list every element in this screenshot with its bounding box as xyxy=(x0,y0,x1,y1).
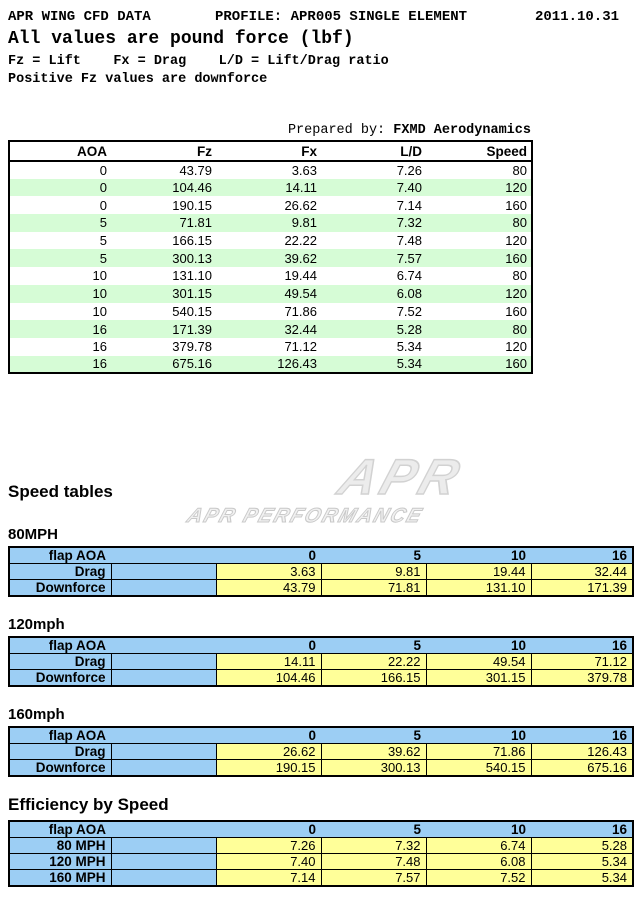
col-header-ld: L/D xyxy=(321,141,426,161)
downforce-label: Downforce xyxy=(9,760,111,777)
cell-speed: 120 xyxy=(505,233,527,249)
downforce-row xyxy=(9,760,633,777)
prepared-by-line xyxy=(8,123,531,138)
drag-value: 9.81 xyxy=(321,564,426,580)
flap-aoa-header-row xyxy=(9,547,633,564)
cell-speed: 80 xyxy=(512,162,527,178)
cell-fz: 131.10 xyxy=(172,268,212,284)
cell-aoa: 10 xyxy=(92,268,107,284)
cell-speed: 160 xyxy=(426,356,532,374)
spacer-cell xyxy=(111,670,216,687)
downforce-value: 104.46 xyxy=(216,670,321,687)
prepared-by-label: Prepared by: xyxy=(287,123,394,138)
drag-value: 3.63 xyxy=(216,564,321,580)
flap-aoa-header-row xyxy=(9,637,633,654)
aoa-col-16: 16 xyxy=(531,637,633,654)
main-table-header-row xyxy=(9,141,532,161)
drag-label: Drag xyxy=(9,564,111,580)
drag-value: 49.54 xyxy=(426,654,531,670)
spacer-cell xyxy=(111,654,216,670)
cell-ld: 7.32 xyxy=(321,214,426,232)
spacer-cell xyxy=(111,637,216,654)
report-header-line xyxy=(8,9,632,27)
cell-fx: 19.44 xyxy=(284,268,317,284)
cell-ld: 6.08 xyxy=(321,285,426,303)
efficiency-table xyxy=(8,820,634,887)
aoa-col-5: 5 xyxy=(321,727,426,744)
cell-ld: 7.57 xyxy=(321,249,426,267)
speed-table-80mph xyxy=(8,546,634,597)
downforce-value: 43.79 xyxy=(216,580,321,597)
table-row xyxy=(9,285,532,303)
efficiency-value: 5.28 xyxy=(531,838,633,854)
efficiency-value: 6.08 xyxy=(426,854,531,870)
cell-speed: 120 xyxy=(426,179,532,197)
speed-label: 160 MPH xyxy=(9,870,111,887)
aoa-col-0: 0 xyxy=(216,727,321,744)
table-row xyxy=(9,356,532,374)
cell-aoa: 16 xyxy=(9,356,111,374)
cell-fz: 71.81 xyxy=(111,214,216,232)
efficiency-value: 7.32 xyxy=(321,838,426,854)
cell-speed: 120 xyxy=(426,285,532,303)
drag-value: 71.86 xyxy=(426,744,531,760)
efficiency-value: 7.48 xyxy=(321,854,426,870)
speed-label: 120 MPH xyxy=(9,854,111,870)
flap-aoa-label: flap AOA xyxy=(9,821,111,838)
speed-table-120mph xyxy=(8,636,634,687)
flap-aoa-label: flap AOA xyxy=(9,547,111,564)
downforce-value: 171.39 xyxy=(531,580,633,597)
aoa-col-0: 0 xyxy=(216,821,321,838)
spacer-cell xyxy=(111,727,216,744)
cell-fx: 22.22 xyxy=(284,233,317,249)
col-header-aoa: AOA xyxy=(9,141,111,161)
efficiency-value: 7.26 xyxy=(216,838,321,854)
heading-120mph: 120mph xyxy=(8,616,65,634)
spacer-cell xyxy=(111,854,216,870)
heading-160mph: 160mph xyxy=(8,706,65,724)
cell-fz: 540.15 xyxy=(172,303,212,319)
downforce-label: Downforce xyxy=(9,670,111,687)
cell-fz: 675.16 xyxy=(111,356,216,374)
table-row xyxy=(9,267,532,285)
cell-fz: 301.15 xyxy=(111,285,216,303)
cell-fz: 104.46 xyxy=(111,179,216,197)
efficiency-value: 5.34 xyxy=(531,870,633,887)
col-header-fz: Fz xyxy=(111,141,216,161)
flap-aoa-header-row xyxy=(9,821,633,838)
table-row xyxy=(9,196,532,214)
downforce-value: 190.15 xyxy=(216,760,321,777)
efficiency-value: 7.57 xyxy=(321,870,426,887)
cell-fx: 3.63 xyxy=(291,162,317,178)
cell-fx: 49.54 xyxy=(216,285,321,303)
downforce-note: Positive Fz values are downforce xyxy=(8,72,268,87)
drag-value: 126.43 xyxy=(531,744,633,760)
units-subtitle: All values are pound force (lbf) xyxy=(8,29,354,49)
aoa-col-5: 5 xyxy=(321,547,426,564)
cell-speed: 120 xyxy=(505,339,527,355)
drag-value: 22.22 xyxy=(321,654,426,670)
cell-ld: 5.34 xyxy=(321,356,426,374)
speed-tables-heading: Speed tables xyxy=(8,482,113,502)
aoa-col-16: 16 xyxy=(531,547,633,564)
cell-fz: 166.15 xyxy=(172,233,212,249)
drag-value: 32.44 xyxy=(531,564,633,580)
drag-value: 19.44 xyxy=(426,564,531,580)
downforce-value: 71.81 xyxy=(321,580,426,597)
flap-aoa-header-row xyxy=(9,727,633,744)
efficiency-value: 7.52 xyxy=(426,870,531,887)
speed-table-160mph xyxy=(8,726,634,777)
aoa-col-5: 5 xyxy=(321,821,426,838)
cell-speed: 160 xyxy=(426,249,532,267)
apr-logo-glyph: APR xyxy=(332,449,472,505)
cell-aoa: 5 xyxy=(99,233,107,249)
cell-ld: 7.26 xyxy=(396,162,422,178)
cell-speed: 160 xyxy=(505,197,527,213)
table-row xyxy=(9,179,532,197)
aoa-col-10: 10 xyxy=(426,547,531,564)
cell-speed: 80 xyxy=(426,320,532,338)
cell-fz: 190.15 xyxy=(172,197,212,213)
aoa-col-16: 16 xyxy=(531,727,633,744)
cell-fx: 39.62 xyxy=(216,249,321,267)
table-row xyxy=(9,303,532,321)
efficiency-heading: Efficiency by Speed xyxy=(8,795,169,815)
cell-speed: 160 xyxy=(505,303,527,319)
efficiency-row-80mph xyxy=(9,838,633,854)
spacer-cell xyxy=(111,870,216,887)
spacer-cell xyxy=(111,760,216,777)
efficiency-value: 6.74 xyxy=(426,838,531,854)
cell-aoa: 0 xyxy=(99,197,107,213)
aoa-col-10: 10 xyxy=(426,821,531,838)
drag-label: Drag xyxy=(9,654,111,670)
cell-aoa: 16 xyxy=(92,339,107,355)
flap-aoa-label: flap AOA xyxy=(9,727,111,744)
spacer-cell xyxy=(111,744,216,760)
col-header-fx: Fx xyxy=(216,141,321,161)
prepared-by-value: FXMD Aerodynamics xyxy=(393,123,531,138)
cell-fz: 379.78 xyxy=(172,339,212,355)
drag-value: 39.62 xyxy=(321,744,426,760)
cell-aoa: 5 xyxy=(9,249,111,267)
main-cfd-table xyxy=(8,140,533,374)
table-row xyxy=(9,214,532,232)
aoa-col-10: 10 xyxy=(426,727,531,744)
cell-fx: 71.12 xyxy=(284,339,317,355)
table-row xyxy=(9,338,532,356)
cell-aoa: 16 xyxy=(9,320,111,338)
cell-fz: 43.79 xyxy=(179,162,212,178)
spacer-cell xyxy=(111,821,216,838)
drag-row xyxy=(9,564,633,580)
downforce-value: 675.16 xyxy=(531,760,633,777)
table-row xyxy=(9,232,532,250)
aoa-col-10: 10 xyxy=(426,637,531,654)
drag-value: 26.62 xyxy=(216,744,321,760)
apr-performance-wordmark: APR PERFORMANCE xyxy=(184,505,427,527)
report-date: 2011.10.31 xyxy=(535,9,620,25)
efficiency-value: 5.34 xyxy=(531,854,633,870)
flap-aoa-label: flap AOA xyxy=(9,637,111,654)
efficiency-value: 7.40 xyxy=(216,854,321,870)
drag-row xyxy=(9,744,633,760)
downforce-value: 300.13 xyxy=(321,760,426,777)
drag-row xyxy=(9,654,633,670)
aoa-col-0: 0 xyxy=(216,637,321,654)
profile-label: PROFILE: APR005 SINGLE ELEMENT xyxy=(215,9,468,25)
downforce-value: 301.15 xyxy=(426,670,531,687)
table-row xyxy=(9,320,532,338)
spacer-cell xyxy=(111,547,216,564)
efficiency-row-120mph xyxy=(9,854,633,870)
cell-ld: 5.28 xyxy=(321,320,426,338)
cell-ld: 7.40 xyxy=(321,179,426,197)
efficiency-value: 7.14 xyxy=(216,870,321,887)
aoa-col-0: 0 xyxy=(216,547,321,564)
cell-aoa: 0 xyxy=(9,179,111,197)
downforce-value: 166.15 xyxy=(321,670,426,687)
aoa-col-5: 5 xyxy=(321,637,426,654)
cell-ld: 6.74 xyxy=(396,268,422,284)
efficiency-row-160mph xyxy=(9,870,633,887)
cell-aoa: 5 xyxy=(9,214,111,232)
cell-fx: 14.11 xyxy=(216,179,321,197)
downforce-row xyxy=(9,580,633,597)
spacer-cell xyxy=(111,564,216,580)
table-row xyxy=(9,161,532,179)
speed-label: 80 MPH xyxy=(9,838,111,854)
aoa-col-16: 16 xyxy=(531,821,633,838)
cell-speed: 80 xyxy=(426,214,532,232)
drag-value: 14.11 xyxy=(216,654,321,670)
cell-aoa: 10 xyxy=(9,285,111,303)
downforce-value: 131.10 xyxy=(426,580,531,597)
cell-fx: 71.86 xyxy=(284,303,317,319)
cell-speed: 80 xyxy=(512,268,527,284)
cell-ld: 7.14 xyxy=(396,197,422,213)
col-header-speed: Speed xyxy=(426,141,532,161)
cell-ld: 7.48 xyxy=(396,233,422,249)
downforce-value: 540.15 xyxy=(426,760,531,777)
spacer-cell xyxy=(111,838,216,854)
cell-aoa: 10 xyxy=(92,303,107,319)
report-title: APR WING CFD DATA xyxy=(8,9,151,25)
table-row xyxy=(9,249,532,267)
drag-label: Drag xyxy=(9,744,111,760)
cell-ld: 5.34 xyxy=(396,339,422,355)
downforce-row xyxy=(9,670,633,687)
downforce-value: 379.78 xyxy=(531,670,633,687)
cell-aoa: 0 xyxy=(99,162,107,178)
downforce-label: Downforce xyxy=(9,580,111,597)
heading-80mph: 80MPH xyxy=(8,526,59,544)
cell-fx: 32.44 xyxy=(216,320,321,338)
cell-fz: 300.13 xyxy=(111,249,216,267)
spacer-cell xyxy=(111,580,216,597)
cell-fx: 9.81 xyxy=(216,214,321,232)
symbols-legend: Fz = Lift Fx = Drag L/D = Lift/Drag ratio xyxy=(8,54,389,69)
cell-fz: 171.39 xyxy=(111,320,216,338)
cell-fx: 126.43 xyxy=(216,356,321,374)
cell-fx: 26.62 xyxy=(284,197,317,213)
drag-value: 71.12 xyxy=(531,654,633,670)
cell-ld: 7.52 xyxy=(396,303,422,319)
